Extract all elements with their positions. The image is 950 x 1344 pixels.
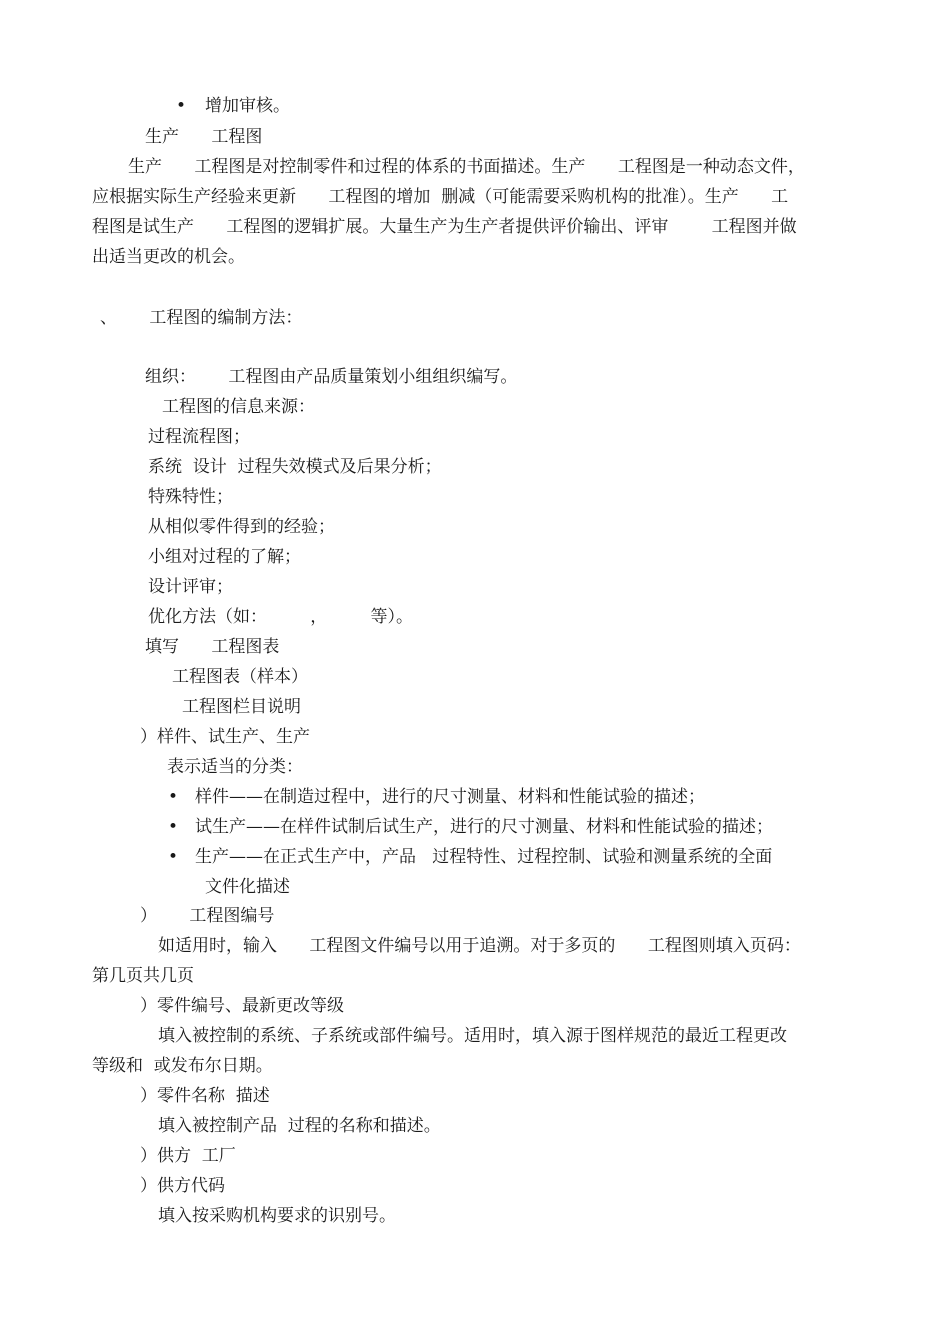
text-line: 表示适当的分类：	[167, 757, 303, 777]
paragraph-line: 填入被控制的系统、子系统或部件编号。适用时，填入源于图样规范的最近工程更改	[158, 1026, 787, 1046]
numbered-heading: ）零件编号、最新更改等级	[140, 996, 344, 1016]
paragraph-line: 如适用时，输入 工程图文件编号以用于追溯。对于多页的 工程图则填入页码：	[158, 936, 801, 956]
paragraph-line: 填入按采购机构要求的识别号。	[158, 1206, 396, 1226]
list-item: 设计评审；	[148, 577, 233, 597]
text-line: 增加审核。	[205, 96, 290, 116]
list-item: 优化方法（如： ， 等）。	[148, 607, 413, 627]
text-line: 工程图表（样本）	[172, 667, 308, 687]
numbered-heading: ） 工程图编号	[140, 906, 275, 926]
bullet-item: 试生产——在样件试制后试生产，进行的尺寸测量、材料和性能试验的描述；	[195, 817, 773, 837]
section-heading: 生产 工程图	[145, 127, 263, 147]
list-item: 从相似零件得到的经验；	[148, 517, 335, 537]
bullet-item-continuation: 文件化描述	[205, 877, 290, 897]
list-item: 过程流程图；	[148, 427, 250, 447]
text-line: 工程图的信息来源：	[162, 397, 315, 417]
paragraph-line: 生产 工程图是对控制零件和过程的体系的书面描述。生产 工程图是一种动态文件，	[128, 157, 805, 177]
bullet-icon: •	[168, 817, 179, 837]
bullet-item: 生产——在正式生产中，产品 过程特性、过程控制、试验和测量系统的全面	[195, 847, 773, 867]
paragraph-line: 等级和 或发布尔日期。	[92, 1056, 273, 1076]
bullet-icon: •	[176, 96, 187, 116]
list-item: 特殊特性；	[148, 487, 233, 507]
text-line: 组织： 工程图由产品质量策划小组组织编写。	[145, 367, 518, 387]
paragraph-line: 填入被控制产品 过程的名称和描述。	[158, 1116, 441, 1136]
numbered-heading: ）零件名称 描述	[140, 1086, 270, 1106]
section-heading: 、 工程图的编制方法：	[100, 308, 303, 328]
list-item: 小组对过程的了解；	[148, 547, 301, 567]
bullet-item: 样件——在制造过程中，进行的尺寸测量、材料和性能试验的描述；	[195, 787, 705, 807]
numbered-heading: ）供方代码	[140, 1176, 225, 1196]
paragraph-line: 出适当更改的机会。	[92, 247, 245, 267]
paragraph-line: 应根据实际生产经验来更新 工程图的增加 删减（可能需要采购机构的批准）。生产 工	[92, 187, 789, 207]
bullet-icon: •	[168, 787, 179, 807]
text-line: 工程图栏目说明	[182, 697, 301, 717]
paragraph-line: 程图是试生产 工程图的逻辑扩展。大量生产为生产者提供评价输出、评审 工程图并做	[92, 217, 797, 237]
numbered-heading: ）样件、试生产、生产	[140, 727, 310, 747]
numbered-heading: ）供方 工厂	[140, 1146, 236, 1166]
list-item: 系统 设计 过程失效模式及后果分析；	[148, 457, 442, 477]
paragraph-line: 第几页共几页	[92, 966, 194, 986]
section-heading: 填写 工程图表	[145, 637, 280, 657]
bullet-icon: •	[168, 847, 179, 867]
